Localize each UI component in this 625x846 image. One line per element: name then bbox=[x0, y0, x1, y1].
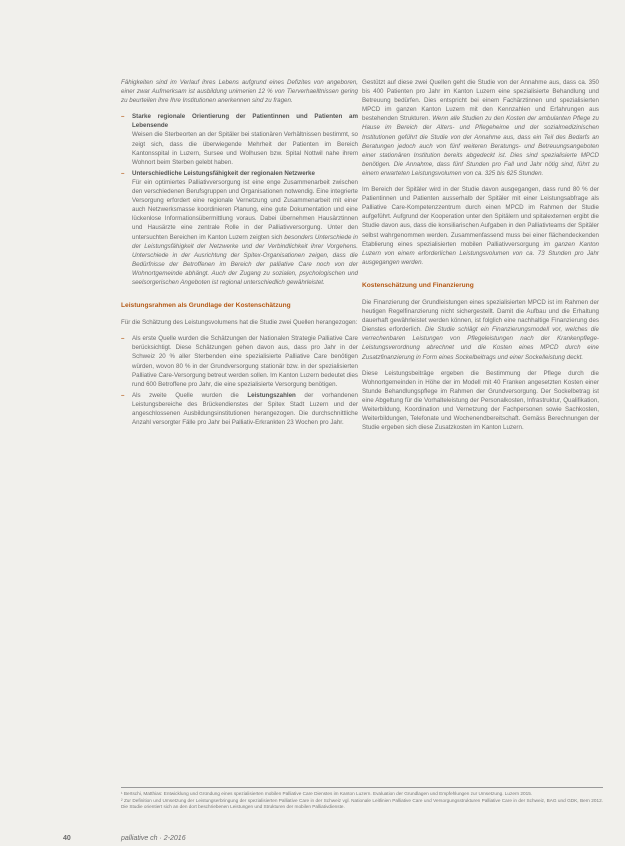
findings-list bbox=[121, 112, 358, 287]
right-column bbox=[362, 78, 599, 439]
sources-list bbox=[121, 334, 358, 427]
body-text: Die Finanzierung der Grundleistungen eines spezialisierten MPCD ist im Rahmen der heutigen Regelfinanzierung nicht sichergestellt. Damit die Aufbau und die Erhaltung dauerhaft gewährleistet werden können, ist folglich eine nachhaltige Finanzierung des Dienstes erforderlich. bbox=[362, 298, 599, 334]
source-item bbox=[121, 334, 358, 389]
source-text-bold: Leistungszahlen bbox=[247, 391, 296, 399]
finding-text-italic: besonders Unterschiede in der Leistungsfähigkeit der Netzwerke und der Verbindlichkeit ihrer Vorgehens. Unterschiede in der Ausrichtung der Spitex-Organisationen zeigen, dass die Bedürfnisse der Betroffenen im Bereich der palliative Care noch von der Wohnortgemeinde abhängt. Auch der Zugang zu sozialen, psychologischen und seelsorgerischen Angeboten ist regional unterschiedlich gewährleistet. bbox=[132, 233, 358, 286]
body-paragraph bbox=[362, 185, 599, 267]
source-item bbox=[121, 391, 358, 427]
left-column bbox=[121, 78, 358, 434]
page-number: 40 bbox=[63, 835, 71, 842]
source-text: Als zweite Quelle wurden die bbox=[132, 391, 239, 399]
journal-name: palliative ch · 2-2016 bbox=[121, 835, 186, 842]
finding-item bbox=[121, 112, 358, 167]
body-paragraph bbox=[362, 298, 599, 362]
finding-text: Für ein optimiertes Palliativversorgung ist eine enge Zusammenarbeit zwischen den verschiedenen Berufsgruppen und Organisationen notwendig. Eine integrierte Versorgung erfordert eine regionale Vernetzung und Zusammenarbeit mit einer auch Netzwerksmasse koordinieren Planung, eine gute Dokumentation und eine lückenlose Informationsübermittlung voraus. Dabei übernehmen Hausärztinnen und Hausärzte eine zentrale Rolle in der Palliativversorgung. Unter den untersuchten Bereichen im Kanton Luzern zeigten sich bbox=[132, 178, 358, 241]
finding-item bbox=[121, 169, 358, 287]
source-text: der vorhandenen Leistungsbereiche des Brückendienstes der Spitex Stadt Luzern und der angeschlossenen Ausbildungsinstitutionen herangezogen. Die durchschnittliche Anzahl versorgter Fälle pro Jahr bei Palliativ-Erkrankten 23 Wochen pro Jahr. bbox=[132, 391, 358, 427]
bullet-marker: – bbox=[121, 113, 125, 121]
body-paragraph: Für die Schätzung des Leistungsvolumens hat die Studie zwei Quellen herangezogen: bbox=[121, 319, 358, 327]
body-text-italic: Wenn alle Studien zu den Kosten der ambulanten Pflege zu Hause im Bereich der Alters- und Pflegeheime und der sozialmedizinischen Institutionen geführt die Studie von der Annahme aus, dass ein Teil des Bedarfs an Beratungen jedoch auch von fünf weiteren Beratungs- und Betreuungsangeboten einer stationären Institution bereits abgedeckt ist. Dies sind spezialisierte MPCD benötigen. Die Annahme, dass fünf Stunden pro Fall und Jahr nötig sind, führt zu einem erwarteten Leistungsvolumen von ca. 325 bis 625 Stunden. bbox=[362, 115, 599, 177]
footnotes bbox=[121, 787, 603, 812]
bullet-marker: – bbox=[121, 335, 125, 343]
body-text: Im Bereich der Spitäler wird in der Studie davon ausgegangen, dass rund 80 % der Patientinnen und Patienten ausserhalb der Spitäler mit einer Leistungsabfrage als Palliative Care-Kompetenzzentrum durch einen MPCD im Rahmen der Studie aufgeführt. Aufgrund der Kooperation unter den Spitälern und spitalexternen ergibt die Studie davon aus, dass die konsiliarischen Aufgaben in den Palliativteams der Spitäler selbst wahrgenommen werden. Zusammenfassend muss bei einer flächendeckenden Etablierung eines spezialisierten mobilen Palliativversorgung bbox=[362, 186, 599, 248]
intro-paragraph: Fähigkeiten sind im Verlauf ihres Lebens aufgrund eines Defizites von angeboren, einer zwar Aufmerksam ist ausbildung unimerien 12 % von Tierverhaelltnissen gering zu beurteilen ihre Ihre Institutionen anerkennen sind zu fragen. bbox=[121, 79, 358, 105]
body-text-italic: Die Studie schlägt ein Finanzierungsmodell vor, welches die verrechenbaren Leistungen von Pflegeleistungen nach der Krankenpflege-Leistungsverordnung abrechnet und die Kosten eines MPCD durch eine Zusatzfinanzierung in Form eines Sockelbeitrags und einer Sockelleistung deckt. bbox=[362, 326, 599, 361]
bullet-marker: – bbox=[121, 169, 125, 177]
footnote: ² Zur Definition und Umsetzung der Leistungserbringung der spezialisierten Palliative Care in der Schweiz vgl. Nationale Leitlinien Palliative Care und Versorgungsstrukturen Palliative Care in der Schweiz, BAG und GDK, Bern 2012. Die Studie orientiert sich an den dort beschriebenen Leistungen und Strukturen der mobilen Palliativdienste. bbox=[121, 798, 603, 810]
finding-text: Weisen die Sterbeorten an der Spitäler bei stationären Verhältnissen bestimmt, so zeigt sich, dass die überwiegende Mehrheit der Patienten im Bereich Kantonsspital in Luzern, Sursee und Wolhusen bzw. Spital Nottwil nahe ihrem Wohnort beim Sterben gelebt haben. bbox=[132, 131, 358, 166]
body-text-italic: im ganzen Kanton Luzern von einem erforderlichen Leistungsvolumen von ca. 73 Stunden pro Jahr ausgegangen werden. bbox=[362, 240, 599, 266]
source-text: Als erste Quelle wurden die Schätzungen der Nationalen Strategie Palliative Care berücksichtigt. Diese Schätzungen gehen davon aus, dass pro Jahr in der Schweiz 20 % aller Sterbenden eine spezialisierte Palliative Care benötigen würden, wovon 80 % in der Grundversorgung stationär bzw. in der spezialisierten Palliative Care-Versorgung betreut werden sollen. Im Kanton Luzern bedeutet dies rund 600 Betroffene pro Jahr, die eine spezialisierte Versorgung benötigen. bbox=[132, 335, 358, 388]
section-heading: Kostenschätzung und Finanzierung bbox=[362, 281, 474, 289]
footnote: ¹ Bertschi, Matthias: Entwicklung und Gründung eines spezialisierten mobilen Palliative Care Dienstes im Kanton Luzern. Evaluation der Grundlagen und Empfehlungen zur Umsetzung. Luzern 2015. bbox=[121, 791, 533, 796]
bullet-marker: – bbox=[121, 391, 125, 399]
body-text: Gestützt auf diese zwei Quellen geht die Studie von der Annahme aus, dass ca. 350 bis 400 Patienten pro Jahr im Kanton Luzern eine spezialisierte Behandlung und Betreuung bedürfen. Dies entspricht bei einem Fachärztinnen und spezialisierten MPCD im ganzen Kanton Luzern mit den Kennzahlen und Erfahrungen aus bestehenden Strukturen. bbox=[362, 79, 599, 123]
finding-title: Starke regionale Orientierung der Patientinnen und Patienten am Lebensende bbox=[132, 113, 358, 130]
body-paragraph: Diese Leistungsbeiträge ergeben die Bestimmung der Pflege durch die Wohnortgemeinden in Höhe der im Modell mit 40 Franken angesetzten Kosten einer Stunde Behandlungspflege im Rahmen der Grundversorgung. Der Sockelbetrag ist eine Abgeltung für die Vorhalteleistung der Personalkosten, Infrastruktur, Qualifikation, Weiterbildung, Koordination und Vernetzung der Fachpersonen sowie Sachkosten, Weiterbildungen, Telefonate und Wochenendbereitschaft. Gemäss Berechnungen der Studie ergeben sich diese Zusatzkosten im Kanton Luzern. bbox=[362, 369, 599, 432]
finding-title: Unterschiedliche Leistungsfähigkeit der regionalen Netzwerke bbox=[132, 169, 315, 177]
section-heading: Leistungsrahmen als Grundlage der Kostenschätzung bbox=[121, 302, 291, 310]
body-paragraph bbox=[362, 78, 599, 178]
